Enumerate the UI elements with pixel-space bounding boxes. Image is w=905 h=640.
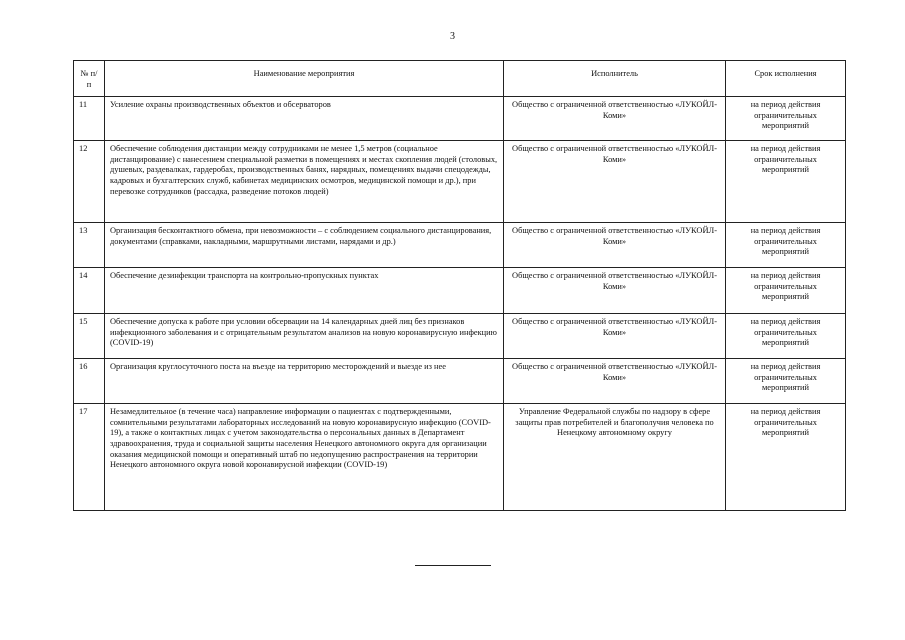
table-row xyxy=(74,359,846,404)
row-measure: Организация круглосуточного поста на въезде на территорию месторождений и выезде из нее xyxy=(105,359,504,404)
table-row xyxy=(74,404,846,511)
table-row xyxy=(74,97,846,141)
table-row xyxy=(74,314,846,359)
row-number: 17 xyxy=(74,404,105,511)
row-measure: Обеспечение дезинфекции транспорта на контрольно-пропускных пунктах xyxy=(105,268,504,314)
row-deadline: на период действия ограничительных мероприятий xyxy=(726,314,846,359)
measures-table xyxy=(73,60,846,511)
row-measure: Усиление охраны производственных объектов и обсерваторов xyxy=(105,97,504,141)
row-measure: Незамедлительное (в течение часа) направление информации о пациентах с подтвержденными, сомнительными результатами лабораторных исследований на новую коронавирусную инфекцию (COVID-19), а также о контактных лицах с учетом законодательства о персональных данных в Департамент здравоохранения, труда и социальной защиты населения Ненецкого автономного округа для организации оказания медицинской помощи и оперативный штаб по недопущению распространения на территории Ненецкого автономного округа новой коронавирусной инфекции (COVID-19) xyxy=(105,404,504,511)
header-number: № п/п xyxy=(74,61,105,97)
page-number: 3 xyxy=(450,31,455,42)
row-number: 11 xyxy=(74,97,105,141)
row-deadline: на период действия ограничительных мероприятий xyxy=(726,359,846,404)
row-measure: Обеспечение соблюдения дистанции между сотрудниками не менее 1,5 метров (социальное дистанцирование) с нанесением специальной разметки в помещениях и местах скопления людей (столовых, душевых, раздевалках, гардеробах, производственных банях, нарядных, помещениях выдачи спецодежды, кадровых и бухгалтерских служб, кабинетах медицинских осмотров, медицинской помощи и др.), при перевозке сотрудников (рассадка, разведение потоков людей) xyxy=(105,141,504,223)
header-executor: Исполнитель xyxy=(504,61,726,97)
row-number: 16 xyxy=(74,359,105,404)
row-executor: Общество с ограниченной ответственностью «ЛУКОЙЛ-Коми» xyxy=(504,223,726,268)
row-deadline: на период действия ограничительных мероприятий xyxy=(726,404,846,511)
table-row xyxy=(74,268,846,314)
row-number: 15 xyxy=(74,314,105,359)
row-number: 12 xyxy=(74,141,105,223)
row-executor: Общество с ограниченной ответственностью «ЛУКОЙЛ-Коми» xyxy=(504,268,726,314)
row-executor: Общество с ограниченной ответственностью «ЛУКОЙЛ-Коми» xyxy=(504,359,726,404)
table-row xyxy=(74,141,846,223)
row-deadline: на период действия ограничительных мероприятий xyxy=(726,97,846,141)
row-deadline: на период действия ограничительных мероприятий xyxy=(726,141,846,223)
table-row xyxy=(74,223,846,268)
row-executor: Общество с ограниченной ответственностью «ЛУКОЙЛ-Коми» xyxy=(504,141,726,223)
row-number: 14 xyxy=(74,268,105,314)
header-deadline: Срок исполнения xyxy=(726,61,846,97)
row-measure: Обеспечение допуска к работе при условии обсервации на 14 календарных дней лиц без признаков инфекционного заболевания и с отрицательным результатом анализов на новую коронавирусную инфекцию (COVID-19) xyxy=(105,314,504,359)
row-measure: Организация бесконтактного обмена, при невозможности – с соблюдением социального дистанцирования, документами (справками, накладными, маршрутными листами, нарядами и др.) xyxy=(105,223,504,268)
row-executor: Общество с ограниченной ответственностью «ЛУКОЙЛ-Коми» xyxy=(504,314,726,359)
closing-rule xyxy=(415,565,491,566)
row-executor: Управление Федеральной службы по надзору в сфере защиты прав потребителей и благополучия человека по Ненецкому автономному округу xyxy=(504,404,726,511)
header-measure-name: Наименование мероприятия xyxy=(105,61,504,97)
table-header-row xyxy=(74,61,846,97)
row-deadline: на период действия ограничительных мероприятий xyxy=(726,223,846,268)
row-number: 13 xyxy=(74,223,105,268)
row-deadline: на период действия ограничительных мероприятий xyxy=(726,268,846,314)
row-executor: Общество с ограниченной ответственностью «ЛУКОЙЛ-Коми» xyxy=(504,97,726,141)
